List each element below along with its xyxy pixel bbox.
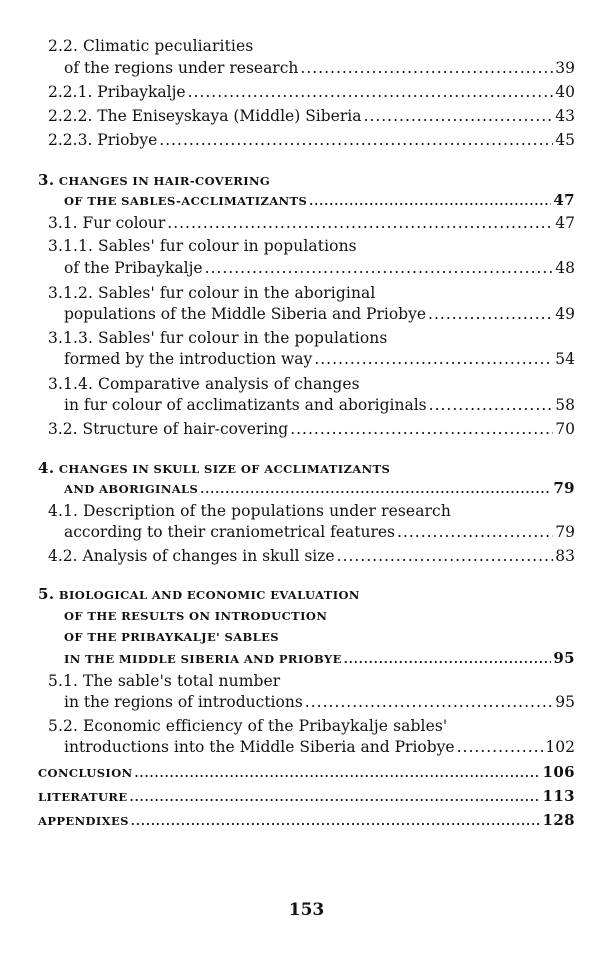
toc-page-number: 47 [555, 214, 575, 232]
toc-entry-text: populations of the Middle Siberia and Priobye [64, 305, 427, 323]
leader-dots [305, 692, 553, 712]
toc-entry-conclusion [38, 762, 575, 783]
toc-entry-text: AND ABORIGINALS [64, 482, 199, 496]
toc-entry-text: 3.2. Structure of hair-covering [48, 420, 289, 438]
section-5-heading-line2: OF THE RESULTS ON INTRODUCTION [64, 609, 328, 623]
toc-page-number: 47 [553, 191, 575, 209]
leader-dots [200, 479, 551, 499]
toc-entry-3-1-2-cont [64, 304, 575, 324]
toc-page-number: 70 [555, 420, 575, 438]
toc-entry-2-2-2 [48, 106, 575, 126]
section-4-heading-cont [64, 478, 575, 499]
leader-dots [428, 304, 553, 324]
leader-dots [300, 58, 553, 78]
toc-entry-3-1-4: 3.1.4. Comparative analysis of changes [48, 375, 360, 393]
toc-page-number: 58 [555, 396, 575, 414]
toc-entry-3-1-4-cont [64, 395, 575, 415]
toc-page-number: 49 [555, 305, 575, 323]
toc-page-number: 113 [542, 787, 575, 805]
toc-entry-3-1-1-cont [64, 258, 575, 278]
toc-entry-5-1-cont [64, 692, 575, 712]
section-number: 5. [38, 585, 55, 603]
section-title: CHANGES IN SKULL SIZE OF ACCLIMATIZANTS [58, 462, 391, 476]
toc-page-number: 106 [542, 763, 575, 781]
leader-dots [363, 106, 553, 126]
section-4-heading [38, 458, 390, 479]
toc-entry-text: 2.2.2. The Eniseyskaya (Middle) Siberia [48, 107, 362, 125]
toc-entry-literature [38, 786, 575, 807]
toc-entry-3-1-1: 3.1.1. Sables' fur colour in populations [48, 237, 357, 255]
section-title: BIOLOGICAL AND ECONOMIC EVALUATION [58, 588, 360, 602]
toc-entry-2-2-3 [48, 130, 575, 150]
leader-dots [167, 213, 553, 233]
toc-entry-text: 2.2.1. Pribaykalje [48, 83, 186, 101]
toc-entry-4-1: 4.1. Description of the populations under research [48, 502, 451, 520]
leader-dots [159, 130, 553, 150]
toc-entry-3-1-3-cont [64, 349, 575, 369]
toc-page-number: 95 [553, 649, 575, 667]
toc-entry-text: 3.1. Fur colour [48, 214, 166, 232]
toc-entry-5-2-cont [64, 737, 575, 757]
toc-entry-text: according to their craniometrical features [64, 523, 395, 541]
toc-entry-text: 2.2.3. Priobye [48, 131, 158, 149]
toc-entry-text: APPENDIXES [38, 814, 129, 828]
toc-page-number: 83 [555, 547, 575, 565]
leader-dots [130, 787, 541, 807]
toc-entry-text: 4.2. Analysis of changes in skull size [48, 547, 335, 565]
section-3-heading-cont [64, 190, 575, 211]
toc-entry-text: formed by the introduction way [64, 350, 313, 368]
toc-entry-text: CONCLUSION [38, 766, 133, 780]
toc-page-number: 48 [555, 259, 575, 277]
toc-entry-5-1: 5.1. The sable's total number [48, 672, 281, 690]
toc-entry-3-1 [48, 213, 575, 233]
toc-entry-2-2-1 [48, 82, 575, 102]
toc-entry-text: in the regions of introductions [64, 693, 303, 711]
toc-entry-text: OF THE SABLES-ACCLIMATIZANTS [64, 194, 308, 208]
toc-entry-text: in fur colour of acclimatizants and aboriginals [64, 396, 427, 414]
toc-page-number: 79 [553, 479, 575, 497]
toc-entry-2-2-cont [64, 58, 575, 78]
toc-entry-text: of the regions under research [64, 59, 299, 77]
section-3-heading [38, 170, 270, 191]
toc-entry-text: of the Pribaykalje [64, 259, 203, 277]
toc-page-number: 79 [555, 523, 575, 541]
section-title: CHANGES IN HAIR-COVERING [58, 174, 271, 188]
toc-page-number: 40 [555, 83, 575, 101]
toc-page-number: 128 [542, 811, 575, 829]
toc-page-number: 43 [555, 107, 575, 125]
toc-entry-text: IN THE MIDDLE SIBERIA AND PRIOBYE [64, 652, 342, 666]
section-5-heading-line3: OF THE PRIBAYKALJE' SABLES [64, 630, 280, 644]
leader-dots [344, 649, 552, 669]
toc-entry-5-2: 5.2. Economic efficiency of the Pribaykalje sables' [48, 717, 448, 735]
toc-page-number: 39 [555, 59, 575, 77]
section-5-heading [38, 584, 360, 605]
toc-entry-4-2 [48, 546, 575, 566]
toc-entry-3-1-3: 3.1.3. Sables' fur colour in the populations [48, 329, 388, 347]
section-number: 4. [38, 459, 55, 477]
leader-dots [188, 82, 554, 102]
toc-page-number: 45 [555, 131, 575, 149]
section-number: 3. [38, 171, 55, 189]
toc-entry-text: introductions into the Middle Siberia and Priobye [64, 738, 455, 756]
leader-dots [397, 522, 553, 542]
leader-dots [337, 546, 554, 566]
leader-dots [135, 763, 541, 783]
leader-dots [314, 349, 553, 369]
leader-dots [205, 258, 554, 278]
toc-entry-3-2 [48, 419, 575, 439]
toc-page-number: 95 [555, 693, 575, 711]
toc-page-number: 54 [555, 350, 575, 368]
toc-entry-2-2: 2.2. Climatic peculiarities [48, 37, 254, 55]
toc-page-number: 102 [545, 738, 575, 756]
leader-dots [290, 419, 553, 439]
leader-dots [309, 191, 551, 211]
section-5-heading-cont [64, 648, 575, 669]
toc-entry-3-1-2: 3.1.2. Sables' fur colour in the aboriginal [48, 284, 376, 302]
toc-entry-4-1-cont [64, 522, 575, 542]
leader-dots [457, 737, 544, 757]
toc-entry-appendixes [38, 810, 575, 831]
toc-entry-text: LITERATURE [38, 790, 128, 804]
leader-dots [429, 395, 554, 415]
page-number: 153 [288, 900, 325, 920]
leader-dots [131, 811, 541, 831]
